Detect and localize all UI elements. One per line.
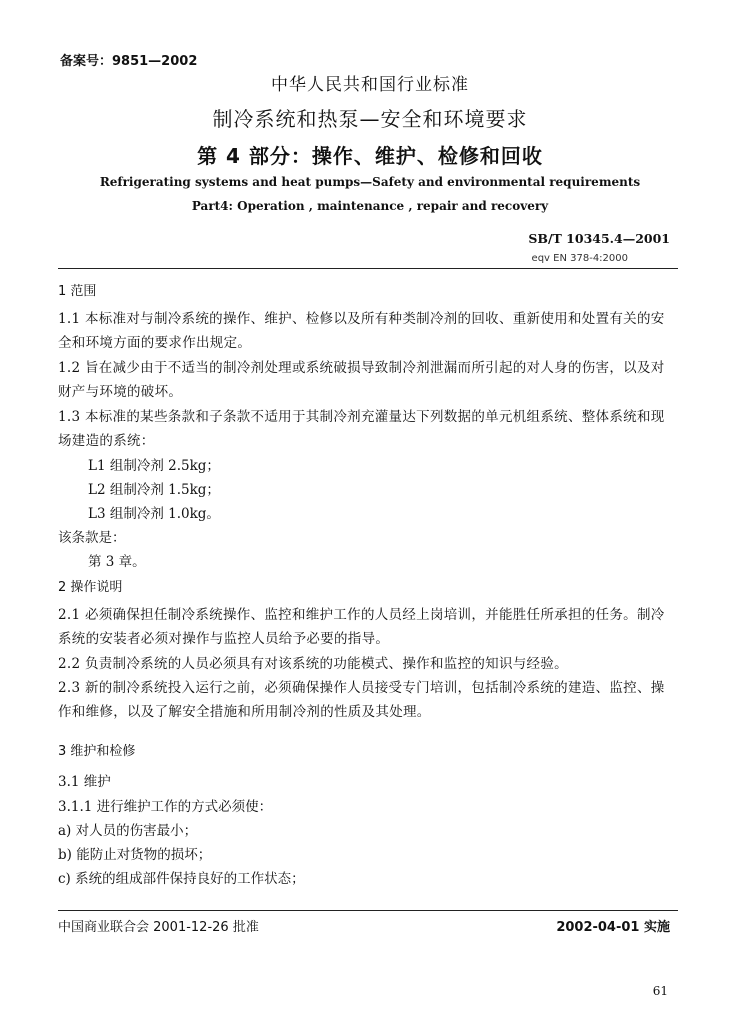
section-heading-2: 2 操作说明 [58,580,123,595]
standard-type: 中华人民共和国行业标准 [271,75,469,95]
header-divider [58,268,678,269]
paragraph-2-3: 2.3 新的制冷系统投入运行之前，必须确保操作人员接受专门培训，包括制冷系统的建造、监控、操作和维修，以及了解安全措施和所用制冷剂的性质及其处理。 [58,680,665,720]
paragraph-1-2: 1.2 旨在减少由于不适当的制冷剂处理或系统破损导致制冷剂泄漏而所引起的对人身的伤害，以及对财产与环境的破坏。 [58,360,665,400]
list-item: L2 组制冷剂 1.5kg； [88,482,220,498]
effective-date: 2002-04-01 实施 [556,920,670,935]
list-item: L3 组制冷剂 1.0kg。 [88,506,220,522]
equivalence: eqv EN 378-4:2000 [531,253,628,264]
subsection-3-1: 3.1 维护 [58,774,111,790]
paragraph-2-2: 2.2 负责制冷系统的人员必须具有对该系统的功能模式、操作和监控的知识与经验。 [58,656,568,672]
title-cn-line2: 第 4 部分：操作、维护、检修和回收 [197,144,543,168]
title-cn-line1: 制冷系统和热泵—安全和环境要求 [212,107,528,131]
section-heading-3: 3 维护和检修 [58,744,136,759]
record-number: 备案号：9851—2002 [60,54,198,69]
clause-value: 第 3 章。 [88,554,146,570]
page-number: 61 [652,984,668,998]
subsection-3-1-1: 3.1.1 进行维护工作的方式必须使： [58,799,273,815]
list-item: a) 对人员的伤害最小； [58,823,198,839]
paragraph-2-1: 2.1 必须确保担任制冷系统操作、监控和维护工作的人员经上岗培训，并能胜任所承担的任务。制冷系统的安装者必须对操作与监控人员给予必要的指导。 [58,607,665,647]
list-item: L1 组制冷剂 2.5kg； [88,458,220,474]
standard-code: SB/T 10345.4—2001 [528,231,670,246]
paragraph-1-1: 1.1 本标准对与制冷系统的操作、维护、检修以及所有种类制冷剂的回收、重新使用和处置有关的安全和环境方面的要求作出规定。 [58,311,665,351]
footer-divider [58,910,678,911]
clause-label: 该条款是： [58,530,126,546]
section-heading-1: 1 范围 [58,284,97,299]
list-item: b) 能防止对货物的损坏； [58,847,212,863]
list-item: c) 系统的组成部件保持良好的工作状态； [58,871,305,887]
title-en-line1: Refrigerating systems and heat pumps—Safety and environmental requirements [99,175,641,189]
title-en-line2: Part4: Operation , maintenance , repair and recovery [191,199,549,213]
approval-info: 中国商业联合会 2001-12-26 批准 [58,920,259,935]
paragraph-1-3: 1.3 本标准的某些条款和子条款不适用于其制冷剂充灌量达下列数据的单元机组系统、整体系统和现场建造的系统： [58,409,665,449]
